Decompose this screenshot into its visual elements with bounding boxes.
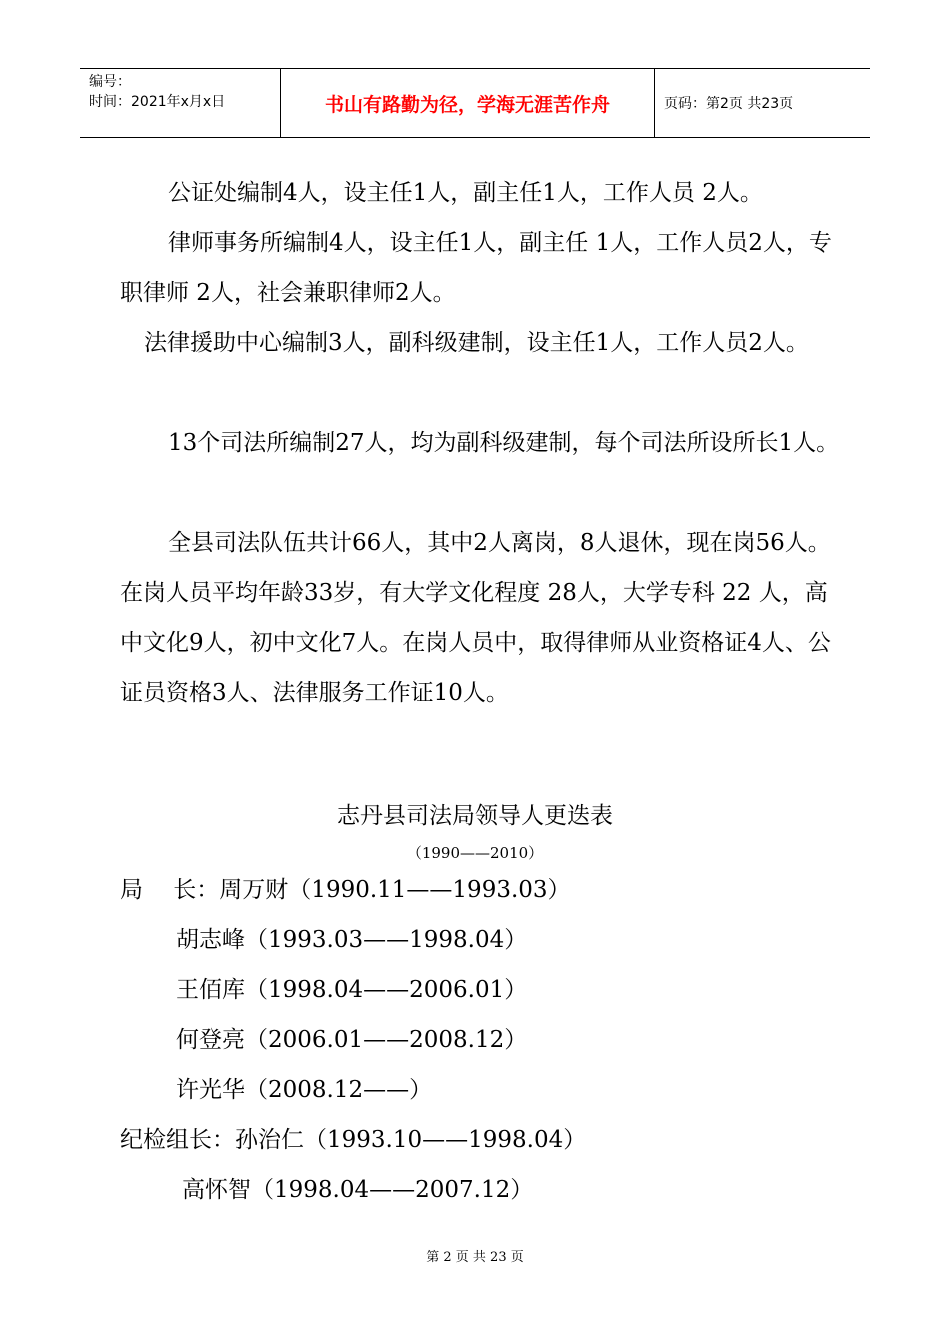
document-header [80, 68, 870, 138]
header-motto: 书山有路勤为径，学海无涯苦作舟 [281, 69, 655, 137]
leader-line: 许光华（2008.12——） [176, 1077, 433, 1103]
leader-line: 王佰库（1998.04——2006.01） [176, 977, 528, 1003]
paragraph-legal-aid: 法律援助中心编制3人，副科级建制，设主任1人，工作人员2人。 [144, 330, 809, 356]
paragraph-law-firm: 律师事务所编制4人，设主任1人，副主任 1人，工作人员2人，专职律师 2人，社会兼职律师2人。 [120, 230, 832, 306]
paragraph-notary: 公证处编制4人，设主任1人，副主任1人，工作人员 2人。 [168, 180, 763, 206]
paragraph-staff-summary: 全县司法队伍共计66人，其中2人离岗，8人退休，现在岗56人。在岗人员平均年龄33岁，有大学文化程度 28人，大学专科 22 人，高中文化9人，初中文化7人。在岗人员中，取得律师从业资格证4人、公证员资格3人、法律服务工作证10人。 [120, 530, 831, 706]
paragraph-judicial-offices: 13个司法所编制27人，均为副科级建制，每个司法所设所长1人。 [168, 430, 840, 456]
number-label: 编号： [89, 74, 131, 90]
leader-line: 胡志峰（1993.03——1998.04） [176, 927, 528, 953]
leader-line: 局 长：周万财（1990.11——1993.03） [120, 877, 571, 903]
leader-line: 高怀智（1998.04——2007.12） [182, 1177, 534, 1203]
table-title: 志丹县司法局领导人更迭表 [337, 803, 613, 829]
leader-line: 何登亮（2006.01——2008.12） [176, 1027, 528, 1053]
page-footer: 第 2 页 共 23 页 [426, 1250, 524, 1265]
header-page-info: 页码：第2页 共23页 [664, 96, 794, 112]
date-label: 时间：2021年x月x日 [89, 94, 226, 110]
leader-line: 纪检组长：孙治仁（1993.10——1998.04） [120, 1127, 587, 1153]
header-meta [80, 69, 281, 137]
table-subtitle: （1990——2010） [406, 844, 544, 862]
